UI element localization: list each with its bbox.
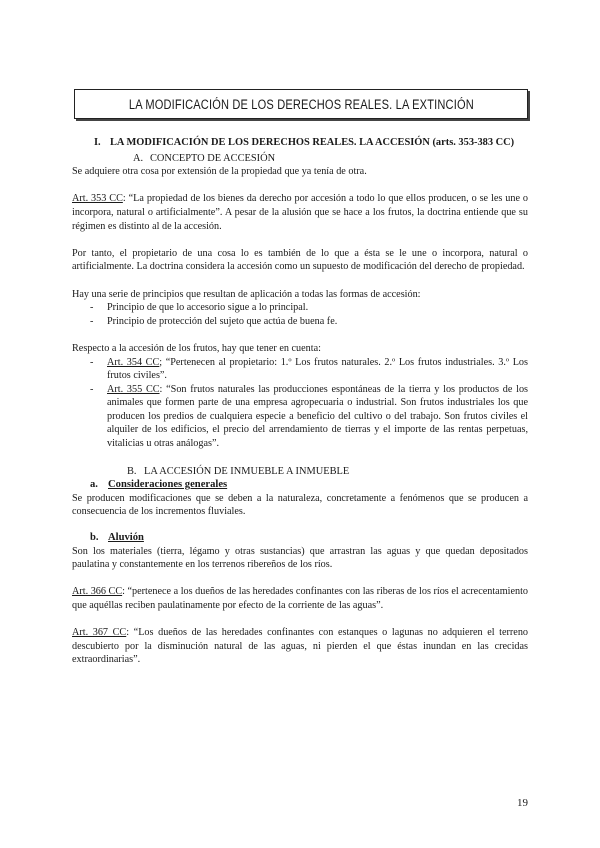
article-ref-353: Art. 353 CC (72, 193, 123, 205)
subsection-b-letter: B. (127, 465, 137, 477)
section-title: LA MODIFICACIÓN DE LOS DERECHOS REALES. LA ACCESIÓN (arts. 353-383 CC) (110, 137, 515, 148)
art-353-text: : “La propiedad de los bienes da derecho por accesión a todo lo que ellos producen, o se les une o incorpora, natural o artificialmente”. A pesar de la alusión que se hace a los frutos, la doctrina entiende que su régimen es distinto al de la accesión. (72, 193, 528, 232)
list-item (72, 356, 528, 383)
heading-a-letter: a. (90, 479, 98, 491)
list-item: - Principio de que lo accesorio sigue a lo principal. (72, 301, 528, 315)
list-item: - Principio de protección del sujeto que actúa de buena fe. (72, 315, 528, 329)
article-ref-367: Art. 367 CC (72, 627, 127, 639)
subsection-b-title: LA ACCESIÓN DE INMUEBLE A INMUEBLE (144, 465, 350, 477)
article-ref-354: Art. 354 CC (107, 356, 160, 368)
heading-a-title: Consideraciones generales (108, 479, 228, 491)
art-355-text: : “Son frutos naturales las producciones espontáneas de la tierra y los productos de los animales que formen parte de una empresa agropecuaria o industrial. Son frutos industriales los que producen los predios de cualquiera especie a beneficio del cultivo o del trabajo. Son frutos civiles el alquiler de los edificios, el precio del arrendamiento de tierras y el importe de las rentas perpetuas, vitalicias u otras análogas”. (107, 383, 529, 450)
paragraph-art-366 (72, 585, 528, 612)
paragraph-art-367 (72, 626, 528, 667)
subsection-b-heading (127, 465, 528, 479)
chapter-title-box (74, 89, 528, 119)
paragraph-definition: Se adquiere otra cosa por extensión de la propiedad que ya tenía de otra. (72, 166, 367, 178)
paragraph-fruits-intro: Respecto a la accesión de los frutos, hay que tener en cuenta: (72, 342, 321, 354)
fruits-list (72, 356, 528, 451)
heading-b-letter: b. (90, 532, 99, 544)
paragraph-aluvion: Son los materiales (tierra, légamo y otras sustancias) que arrastran las aguas y que quedan depositados paulatina y constantemente en los terrenos ribereños de los ríos. (72, 545, 528, 571)
section-number: I. (94, 137, 101, 148)
subsection-a-title: CONCEPTO DE ACCESIÓN (150, 152, 276, 164)
page-number: 19 (517, 797, 528, 809)
page-content (72, 136, 528, 667)
heading-b-title: Aluvión (108, 532, 144, 544)
paragraph-owner: Por tanto, el propietario de una cosa lo es también de lo que a ésta se le une o incorpora, natural o artificialmente. La doctrina considera la accesión como un supuesto de modificación del derecho de propiedad. (72, 247, 528, 273)
art-366-text: : “pertenece a los dueños de las heredades confinantes con las riberas de los ríos el acrecentamiento que aquéllas reciben paulatinamente por efecto de la corriente de las aguas”. (72, 586, 528, 611)
article-ref-355: Art. 355 CC (107, 383, 160, 395)
art-354-text: ; “Pertenecen al propietario: 1.º Los frutos naturales. 2.º Los frutos industriales. 3.º Los frutos civiles”. (107, 356, 528, 382)
chapter-title: LA MODIFICACIÓN DE LOS DERECHOS REALES. LA EXTINCIÓN (128, 96, 474, 112)
heading-consideraciones (90, 478, 528, 492)
section-heading (94, 136, 528, 150)
paragraph-art-353 (72, 192, 528, 233)
heading-aluvion (90, 531, 528, 545)
subsection-a-letter: A. (133, 152, 144, 164)
list-item (72, 383, 528, 451)
subsection-a-heading (133, 152, 528, 166)
paragraph-principles-intro: Hay una serie de principios que resultan de aplicación a todas las formas de accesión: (72, 288, 421, 300)
principles-list (72, 301, 528, 328)
article-ref-366: Art. 366 CC (72, 586, 123, 598)
paragraph-consideraciones: Se producen modificaciones que se deben a la naturaleza, concretamente a fenómenos que se producen a consecuencia de los incrementos fluviales. (72, 492, 528, 518)
art-367-text: : “Los dueños de las heredades confinantes con estanques o lagunas no adquieren el terreno descubierto por la disminución natural de las aguas, ni pierden el que éstas inundan en las crecidas extraordinarias”. (72, 627, 529, 666)
